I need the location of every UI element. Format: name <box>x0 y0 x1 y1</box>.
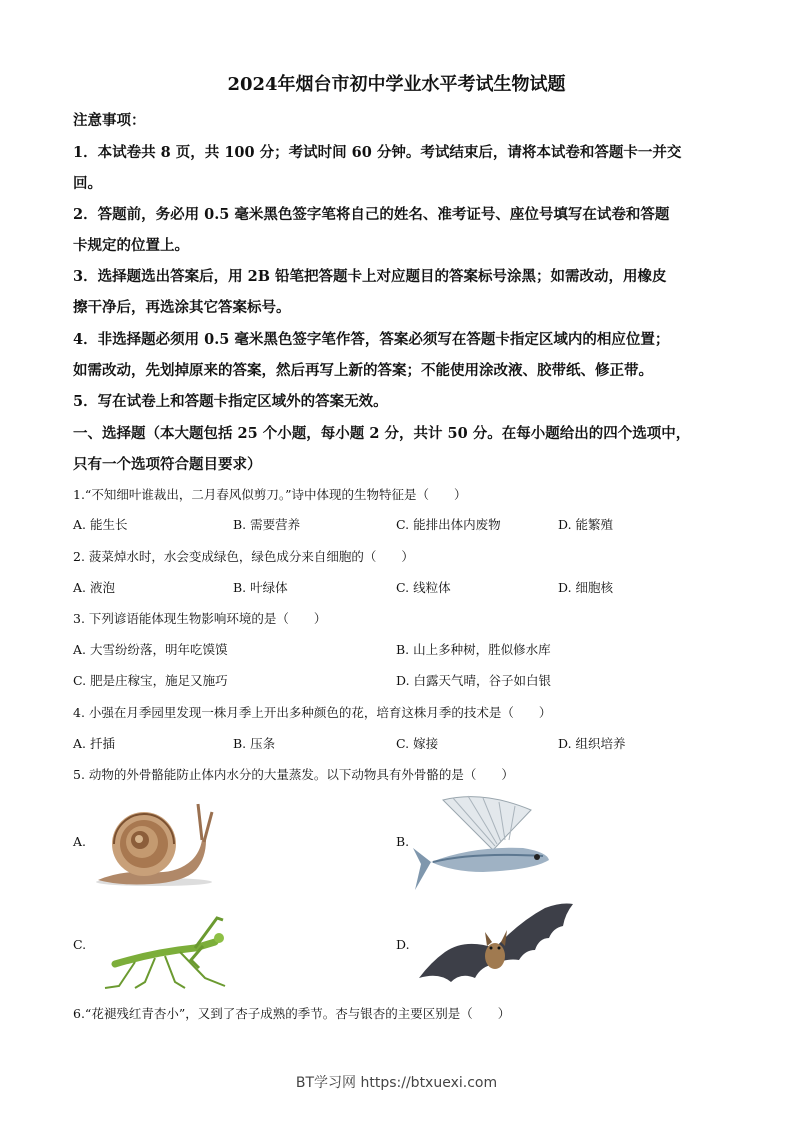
option-b: B. <box>396 834 410 849</box>
question-stem: 5. 动物的外骨骼能防止体内水分的大量蒸发。以下动物具有外骨骼的是（ ） <box>73 767 514 782</box>
option-a: A. 大雪纷纷落，明年吃馍馍 <box>73 642 228 657</box>
option-d: D. 能繁殖 <box>558 517 614 532</box>
section-heading: 一、选择题（本大题包括 25 个小题，每小题 2 分，共计 50 分。在每小题给出的四个选项中， <box>73 425 691 442</box>
mantis-icon <box>95 912 245 992</box>
notice-line: 如需改动，先划掉原来的答案，然后再写上新的答案；不能使用涂改液、胶带纸、修正带。 <box>73 362 653 379</box>
question-stem: 4. 小强在月季园里发现一株月季上开出多种颜色的花，培育这株月季的技术是（ ） <box>73 705 552 720</box>
option-d: D. 组织培养 <box>558 736 626 751</box>
notice-heading: 注意事项： <box>73 112 146 129</box>
notice-line: 3．选择题选出答案后，用 2B 铅笔把答题卡上对应题目的答案标号涂黑；如需改动，用橡皮 <box>73 268 667 285</box>
notice-line: 卡规定的位置上。 <box>73 237 189 254</box>
option-c: C. 肥是庄稼宝，施足又施巧 <box>73 673 228 688</box>
option-c: C. 嫁接 <box>396 736 439 751</box>
page-title: 2024年烟台市初中学业水平考试生物试题 <box>227 74 566 95</box>
question-stem: 1.“不知细叶谁裁出，二月春风似剪刀。”诗中体现的生物特征是（ ） <box>73 487 467 502</box>
bat-icon <box>415 898 575 993</box>
option-a: A. 液泡 <box>73 580 115 595</box>
option-d: D. <box>396 937 410 952</box>
option-a: A. <box>73 834 87 849</box>
option-d: D. 细胞核 <box>558 580 614 595</box>
option-b: B. 叶绿体 <box>233 580 288 595</box>
question-stem: 3. 下列谚语能体现生物影响环境的是（ ） <box>73 611 327 626</box>
question-stem: 6.“花褪残红青杏小”，又到了杏子成熟的季节。杏与银杏的主要区别是（ ） <box>73 1006 511 1021</box>
option-a: A. 扦插 <box>73 736 115 751</box>
footer-watermark: BT学习网 https://btxuexi.com <box>295 1075 498 1091</box>
option-a: A. 能生长 <box>73 517 128 532</box>
option-c: C. <box>73 937 87 952</box>
notice-line: 擦干净后，再选涂其它答案标号。 <box>73 299 291 316</box>
question-stem: 2. 菠菜焯水时，水会变成绿色，绿色成分来自细胞的（ ） <box>73 549 414 564</box>
option-d: D. 白露天气晴，谷子如白银 <box>396 673 552 688</box>
option-b: B. 压条 <box>233 736 276 751</box>
flying-fish-icon <box>413 790 553 895</box>
option-b: B. 山上多种树，胜似修水库 <box>396 642 551 657</box>
notice-line: 回。 <box>73 175 102 192</box>
section-heading: 只有一个选项符合题目要求） <box>73 456 262 473</box>
snail-icon <box>92 800 217 890</box>
notice-line: 1．本试卷共 8 页，共 100 分；考试时间 60 分钟。考试结束后，请将本试卷和答题卡一并交 <box>73 144 682 161</box>
notice-line: 2．答题前，务必用 0.5 毫米黑色签字笔将自己的姓名、准考证号、座位号填写在试卷和答题 <box>73 206 670 223</box>
option-c: C. 能排出体内废物 <box>396 517 501 532</box>
notice-line: 4．非选择题必须用 0.5 毫米黑色签字笔作答，答案必须写在答题卡指定区域内的相应位置； <box>73 331 670 348</box>
option-b: B. 需要营养 <box>233 517 301 532</box>
notice-line: 5．写在试卷上和答题卡指定区域外的答案无效。 <box>73 393 388 410</box>
option-c: C. 线粒体 <box>396 580 451 595</box>
